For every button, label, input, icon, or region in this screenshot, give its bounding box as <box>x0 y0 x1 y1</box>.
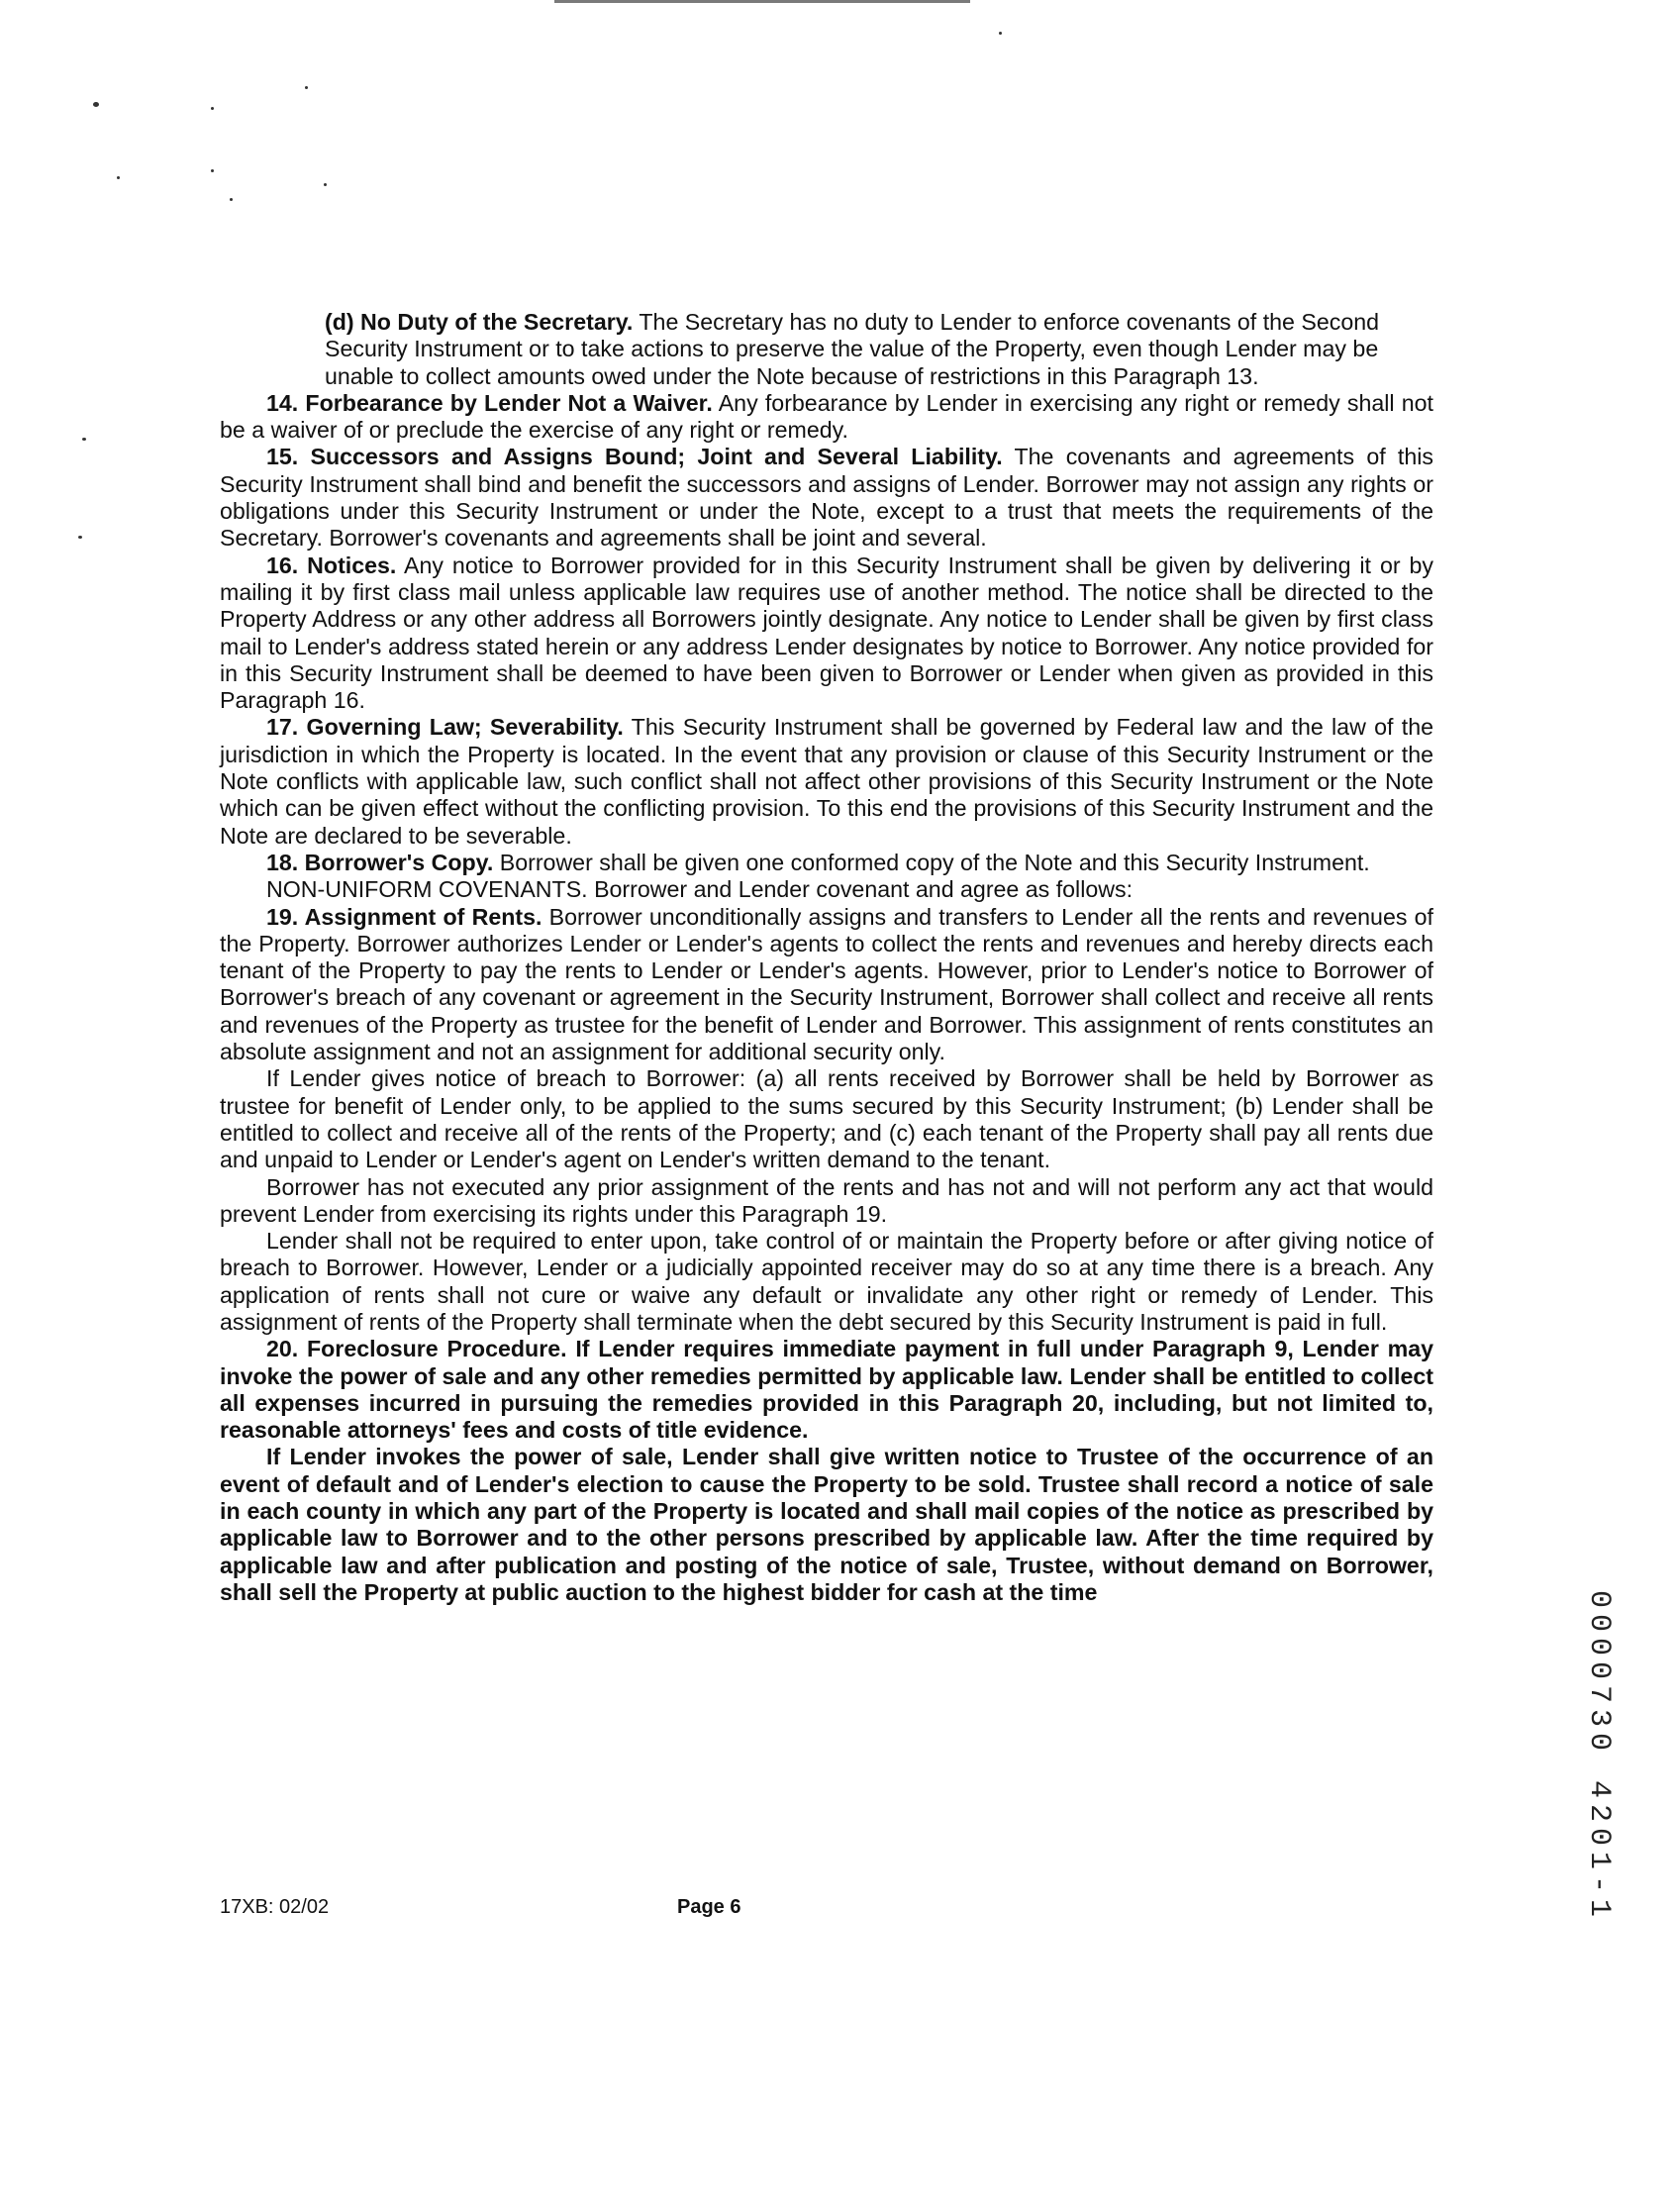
scan-speck <box>78 536 82 539</box>
scan-speck <box>117 176 120 179</box>
paragraph-heading: 19. Assignment of Rents. <box>266 903 543 930</box>
paragraph-13d <box>325 309 1433 390</box>
paragraph-19-breach <box>220 1065 1433 1173</box>
scan-speck <box>211 107 214 110</box>
paragraph-15 <box>220 444 1433 552</box>
scan-speck <box>211 169 214 172</box>
paragraph-19-control <box>220 1228 1433 1336</box>
paragraph-text: This Security Instrument shall be governed by Federal law and the law of the jurisdiction in which the Property is located. In the event that any provision or clause of this Security Instrument or the Note conflicts with applicable law, such conflict shall not affect other provisions of this Security Instrument or the Note which can be given effect without the conflicting provision. To this end the provisions of this Security Instrument and the Note are declared to be severable. <box>220 714 1433 849</box>
scan-speck <box>999 32 1002 35</box>
paragraph-heading: 15. Successors and Assigns Bound; Joint and Several Liability. <box>266 444 1003 470</box>
scan-speck <box>305 86 308 89</box>
paragraph-20-power-of-sale <box>220 1444 1433 1606</box>
form-code: 17XB: 02/02 <box>220 1896 330 1918</box>
paragraph-text: Borrower unconditionally assigns and transfers to Lender all the rents and revenues of the Property. Borrower authorizes Lender or Lender's agents to collect the rents and revenues and hereby directs each tenant of the Property to pay the rents to Lender or Lender's agents. However, prior to Lender's notice to Borrower of Borrower's breach of any covenant or agreement in the Security Instrument, Borrower shall collect and receive all rents and revenues of the Property as trustee for the benefit of Lender and Borrower. This assignment of rents constitutes an absolute assignment and not an assignment for additional security only. <box>220 903 1433 1065</box>
paragraph-heading: 20. Foreclosure Procedure. <box>266 1336 567 1362</box>
paragraph-17 <box>220 714 1433 849</box>
paragraph-heading: 18. Borrower's Copy. <box>266 849 494 875</box>
paragraph-heading: 17. Governing Law; Severability. <box>266 714 624 741</box>
paragraph-18 <box>220 850 1433 876</box>
paragraph-19 <box>220 904 1433 1066</box>
paragraph-14 <box>220 390 1433 445</box>
paragraph-text: The covenants and agreements of this Security Instrument shall bind and benefit the successors and assigns of Lender. Borrower may not assign any rights or obligations under this Security Instrument or under the Note, except to a trust that meets the requirements of the Secretary. Borrower's covenants and agreements shall be joint and several. <box>220 444 1434 552</box>
paragraph-heading: 16. Notices. <box>266 552 397 578</box>
paragraph-text: NON-UNIFORM COVENANTS. Borrower and Lender covenant and agree as follows: <box>266 876 1134 903</box>
paragraph-19-prior-assignment <box>220 1174 1433 1229</box>
paragraph-16 <box>220 553 1433 715</box>
scan-speck <box>93 102 99 107</box>
scan-speck <box>82 438 86 441</box>
paragraph-heading: 14. Forbearance by Lender Not a Waiver. <box>266 389 713 416</box>
document-body <box>220 309 1433 1606</box>
scan-speck <box>324 183 327 186</box>
scan-speck <box>230 198 233 201</box>
paragraph-text: Borrower shall be given one conformed copy of the Note and this Security Instrument. <box>493 849 1370 875</box>
scan-artifact-line <box>554 0 970 3</box>
paragraph-20 <box>220 1336 1433 1444</box>
side-stamp-number: 0000730 4201-1 <box>1582 1590 1616 1924</box>
paragraph-text: Borrower has not executed any prior assignment of the rents and has not and will not perform any act that would prevent Lender from exercising its rights under this Paragraph 19. <box>220 1173 1433 1227</box>
paragraph-text: If Lender invokes the power of sale, Lender shall give written notice to Trustee of the occurrence of an event of default and of Lender's election to cause the Property to be sold. Trustee shall record a notice of sale in each county in which any part of the Property is located and shall mail copies of the notice as prescribed by applicable law to Borrower and to the other persons prescribed by applicable law. After the time required by applicable law and after publication and posting of the notice of sale, Trustee, without demand on Borrower, shall sell the Property at public auction to the highest bidder for cash at the time <box>220 1444 1433 1605</box>
paragraph-text: Lender shall not be required to enter upon, take control of or maintain the Property before or after giving notice of breach to Borrower. However, Lender or a judicially appointed receiver may do so at any time there is a breach. Any application of rents shall not cure or waive any default or invalidate any other right or remedy of Lender. This assignment of rents of the Property shall terminate when the debt secured by this Security Instrument is paid in full. <box>220 1228 1433 1335</box>
page-number: Page 6 <box>677 1896 741 1918</box>
paragraph-non-uniform-covenants <box>220 876 1433 903</box>
paragraph-heading: (d) No Duty of the Secretary. <box>325 309 634 335</box>
paragraph-text: If Lender gives notice of breach to Borrower: (a) all rents received by Borrower shall be held by Borrower as trustee for benefit of Lender only, to be applied to the sums secured by this Security Instrument; (b) Lender shall be entitled to collect and receive all of the rents of the Property; and (c) each tenant of the Property shall pay all rents due and unpaid to Lender or Lender's agent on Lender's written demand to the tenant. <box>220 1065 1433 1173</box>
paragraph-text: The Secretary has no duty to Lender to enforce covenants of the Second Security Instrument or to take actions to preserve the value of the Property, even though Lender may be unable to collect amounts owed under the Note because of restrictions in this Paragraph 13. <box>325 309 1380 389</box>
paragraph-text: Any forbearance by Lender in exercising any right or remedy shall not be a waiver of or preclude the exercise of any right or remedy. <box>220 389 1433 444</box>
paragraph-text: If Lender requires immediate payment in full under Paragraph 9, Lender may invoke the power of sale and any other remedies permitted by applicable law. Lender shall be entitled to collect all expenses incurred in pursuing the remedies provided in this Paragraph 20, including, but not limited to, reasonable attorneys' fees and costs of title evidence. <box>220 1336 1433 1444</box>
paragraph-text: Any notice to Borrower provided for in this Security Instrument shall be given by delivering it or by mailing it by first class mail unless applicable law requires use of another method. The notice shall be directed to the Property Address or any other address all Borrowers jointly designate. Any notice to Lender shall be given by first class mail to Lender's address stated herein or any address Lender designates by notice to Borrower. Any notice provided for in this Security Instrument shall be deemed to have been given to Borrower or Lender when given as provided in this Paragraph 16. <box>220 552 1433 714</box>
